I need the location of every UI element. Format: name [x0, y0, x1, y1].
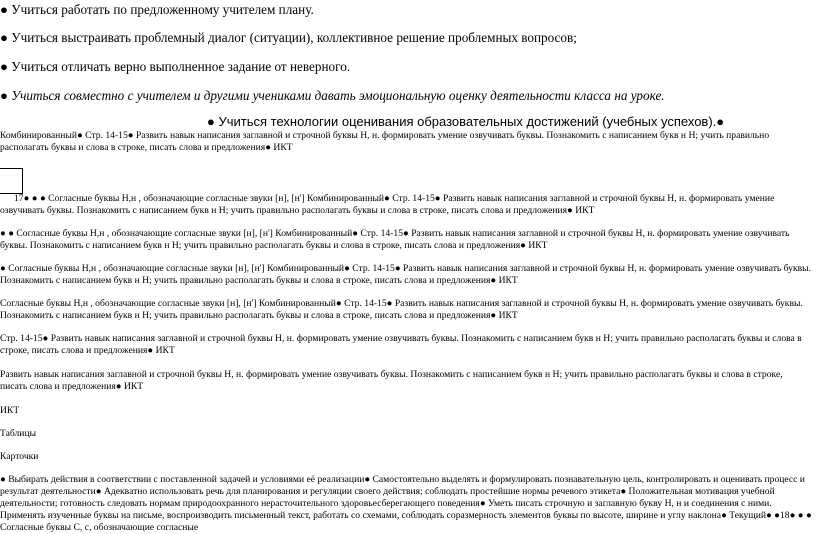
paragraph-2: 17● ● ● Согласные буквы Н,н , обозначающие согласные звуки [н], [н'] Комбинированный● Стр. 14-15● Развить навык написания заглавной и строчной буквы Н, н. формировать умение озвучивать буквы. Познакомить с написанием букв н Н; учить правильно располагать буквы и слова в строке, писать слова и предложения● ИКТ: [0, 193, 775, 216]
resource-ikt: ИКТ: [0, 405, 20, 416]
final-paragraph: ● Выбирать действия в соответствии с поставленной задачей и условиями её реализации● Самостоятельно выделять и формулировать познавательную цель, контролировать и оценивать процесс и результат деятельности● Адекватно использовать речь для планирования и регуляции своего действия; соблюдать простейшие нормы речевого этикета● Положительная мотивация учебной деятельности; готовность следовать нормам природоохранного нерасточительного здоровьесберегающего поведения● Уметь писать строчную и заглавную букву Н, н и соединения с ними. Применять изученные буквы на письме, воспроизводить письменный текст, работать со схемами, соблюдать соразмерность элементов буквы по высоте, ширине и углу наклона● Текущий● ●18● ● ● Согласные буквы С, с, обозначающие согласные: [0, 474, 812, 533]
paragraph-3: ● ● Согласные буквы Н,н , обозначающие согласные звуки [н], [н'] Комбинированный● Стр. 14-15● Развить навык написания заглавной и строчной буквы Н, н. формировать умение озвучивать буквы. Познакомить с написанием букв н Н; учить правильно располагать буквы и слова в строке, писать слова и предложения● ИКТ: [0, 228, 790, 251]
goal-1: ● Учиться работать по предложенному учителем плану.: [0, 2, 314, 17]
paragraph-4: ● Согласные буквы Н,н , обозначающие согласные звуки [н], [н'] Комбинированный● Стр. 14-15● Развить навык написания заглавной и строчной буквы Н, н. формировать умение озвучивать буквы. Познакомить с написанием букв н Н; учить правильно располагать буквы и слова в строке, писать слова и предложения● ИКТ: [0, 263, 812, 286]
paragraph-1: Комбинированный● Стр. 14-15● Развить навык написания заглавной и строчной буквы Н, н. формировать умение озвучивать буквы. Познакомить с написанием букв н Н; учить правильно располагать буквы и слова в строке, писать слова и предложения● ИКТ: [0, 130, 770, 153]
empty-cell-box: [0, 168, 23, 194]
goal-2: ● Учиться выстраивать проблемный диалог (ситуации), коллективное решение проблемных вопросов;: [0, 30, 577, 45]
resource-cards: Карточки: [0, 451, 39, 462]
paragraph-7: Развить навык написания заглавной и строчной буквы Н, н. формировать умение озвучивать буквы. Познакомить с написанием букв н Н; учить правильно располагать буквы и слова в строке, писать слова и предложения● ИКТ: [0, 369, 783, 392]
paragraph-5: Согласные буквы Н,н , обозначающие согласные звуки [н], [н'] Комбинированный● Стр. 14-15● Развить навык написания заглавной и строчной буквы Н, н. формировать умение озвучивать буквы. Познакомить с написанием букв н Н; учить правильно располагать буквы и слова в строке, писать слова и предложения● ИКТ: [0, 298, 803, 321]
goal-3: ● Учиться отличать верно выполненное задание от неверного.: [0, 59, 351, 74]
paragraph-6: Стр. 14-15● Развить навык написания заглавной и строчной буквы Н, н. формировать умение озвучивать буквы. Познакомить с написанием букв н Н; учить правильно располагать буквы и слова в строке, писать слова и предложения● ИКТ: [0, 333, 802, 356]
goal-4: ● Учиться совместно с учителем и другими учениками давать эмоциональную оценку деятельности класса на уроке.: [0, 88, 665, 103]
resource-tables: Таблицы: [0, 428, 37, 439]
section-title: ● Учиться технологии оценивания образовательных достижений (учебных успехов).●: [207, 114, 725, 129]
